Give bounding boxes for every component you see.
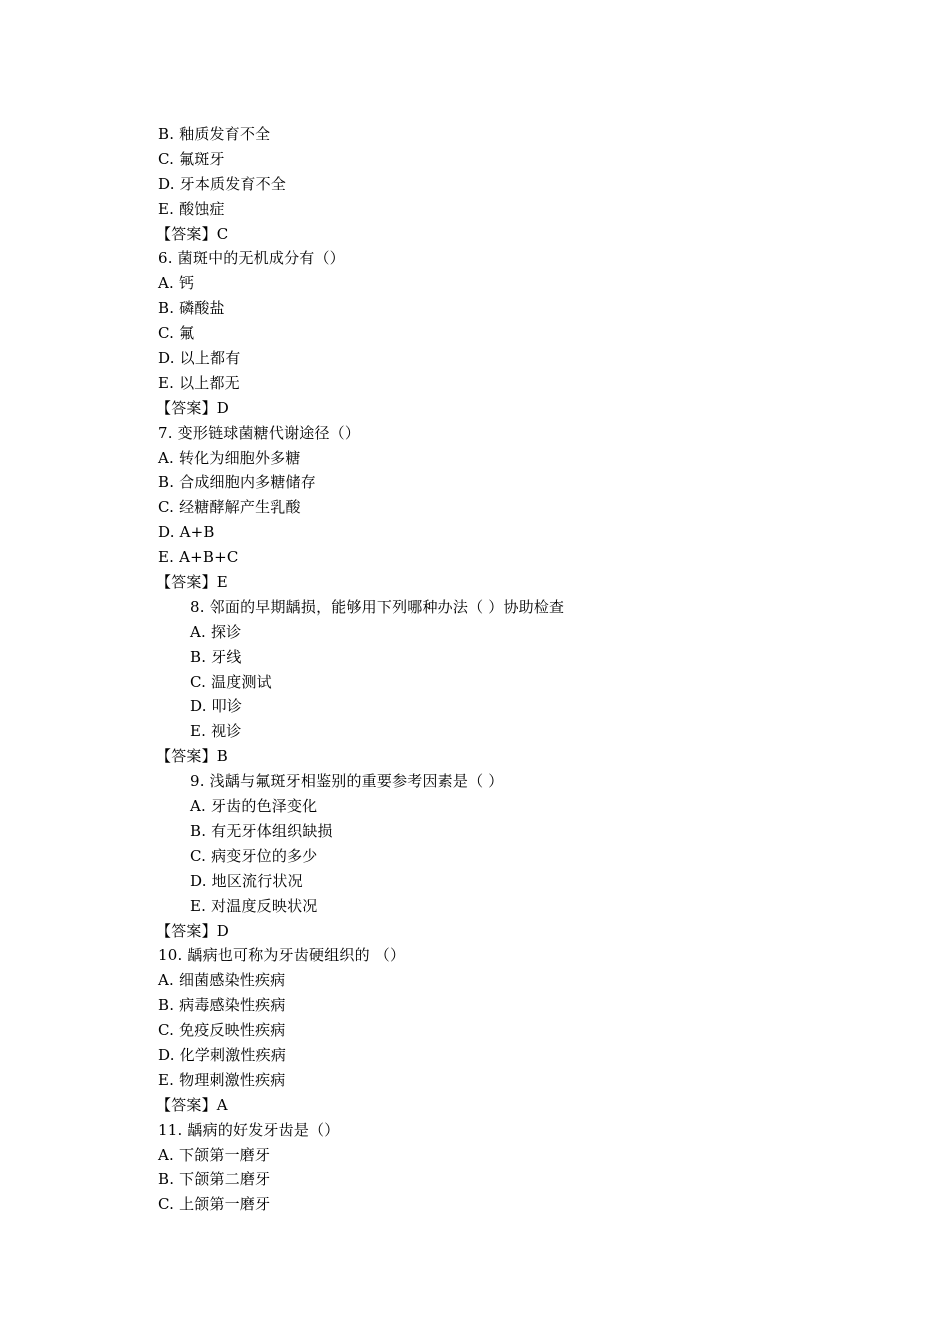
option-line: C. 氟 — [158, 324, 195, 343]
answer-line: 【答案】E — [156, 573, 228, 592]
option-line: C. 免疫反映性疾病 — [158, 1021, 286, 1040]
option-line: D. 化学刺激性疾病 — [158, 1045, 287, 1064]
question-line: 7. 变形链球菌糖代谢途径（） — [158, 423, 361, 442]
option-line: D. 叩诊 — [190, 697, 243, 716]
option-line: C. 温度测试 — [190, 672, 272, 691]
question-line: 10. 龋病也可称为牙齿硬组织的 （） — [158, 946, 406, 965]
option-line: E. 物理刺激性疾病 — [158, 1070, 286, 1089]
answer-line: 【答案】D — [156, 398, 230, 417]
option-line: E. 对温度反映状况 — [190, 896, 318, 915]
option-line: C. 上颌第一磨牙 — [158, 1195, 271, 1214]
option-line: A. 细菌感染性疾病 — [158, 971, 286, 990]
answer-line: 【答案】B — [156, 747, 229, 766]
option-line: A. 下颌第一磨牙 — [158, 1145, 271, 1164]
option-line: A. 探诊 — [190, 622, 242, 641]
option-line: D. 牙本质发育不全 — [158, 174, 287, 193]
option-line: D. 地区流行状况 — [190, 871, 303, 890]
option-line: B. 磷酸盐 — [158, 299, 225, 318]
option-line: A. 牙齿的色泽变化 — [190, 797, 318, 816]
option-line: A. 钙 — [158, 274, 195, 293]
option-line: D. A+B — [158, 523, 215, 542]
option-line: C. 经糖酵解产生乳酸 — [158, 498, 301, 517]
answer-line: 【答案】C — [156, 224, 229, 243]
question-line: 8. 邻面的早期龋损，能够用下列哪种办法（ ）协助检查 — [190, 597, 565, 616]
option-line: E. A+B+C — [158, 548, 239, 567]
option-line: A. 转化为细胞外多糖 — [158, 448, 301, 467]
question-line: 9. 浅龋与氟斑牙相鉴别的重要参考因素是（ ） — [190, 772, 504, 791]
option-line: B. 下颌第二磨牙 — [158, 1170, 271, 1189]
option-line: B. 病毒感染性疾病 — [158, 996, 286, 1015]
option-line: E. 视诊 — [190, 722, 242, 741]
option-line: B. 合成细胞内多糖储存 — [158, 473, 316, 492]
option-line: B. 牙线 — [190, 647, 242, 666]
option-line: E. 酸蚀症 — [158, 199, 225, 218]
answer-line: 【答案】A — [156, 1095, 228, 1114]
option-line: C. 病变牙位的多少 — [190, 846, 318, 865]
option-line: E. 以上都无 — [158, 373, 240, 392]
document-body — [158, 122, 858, 1217]
option-line: C. 氟斑牙 — [158, 149, 225, 168]
option-line: B. 釉质发育不全 — [158, 125, 271, 143]
option-line: B. 有无牙体组织缺损 — [190, 821, 333, 840]
question-line: 6. 菌斑中的无机成分有（） — [158, 249, 345, 268]
option-line: D. 以上都有 — [158, 349, 241, 368]
answer-line: 【答案】D — [156, 921, 230, 940]
question-line: 11. 龋病的好发牙齿是（） — [158, 1120, 340, 1139]
